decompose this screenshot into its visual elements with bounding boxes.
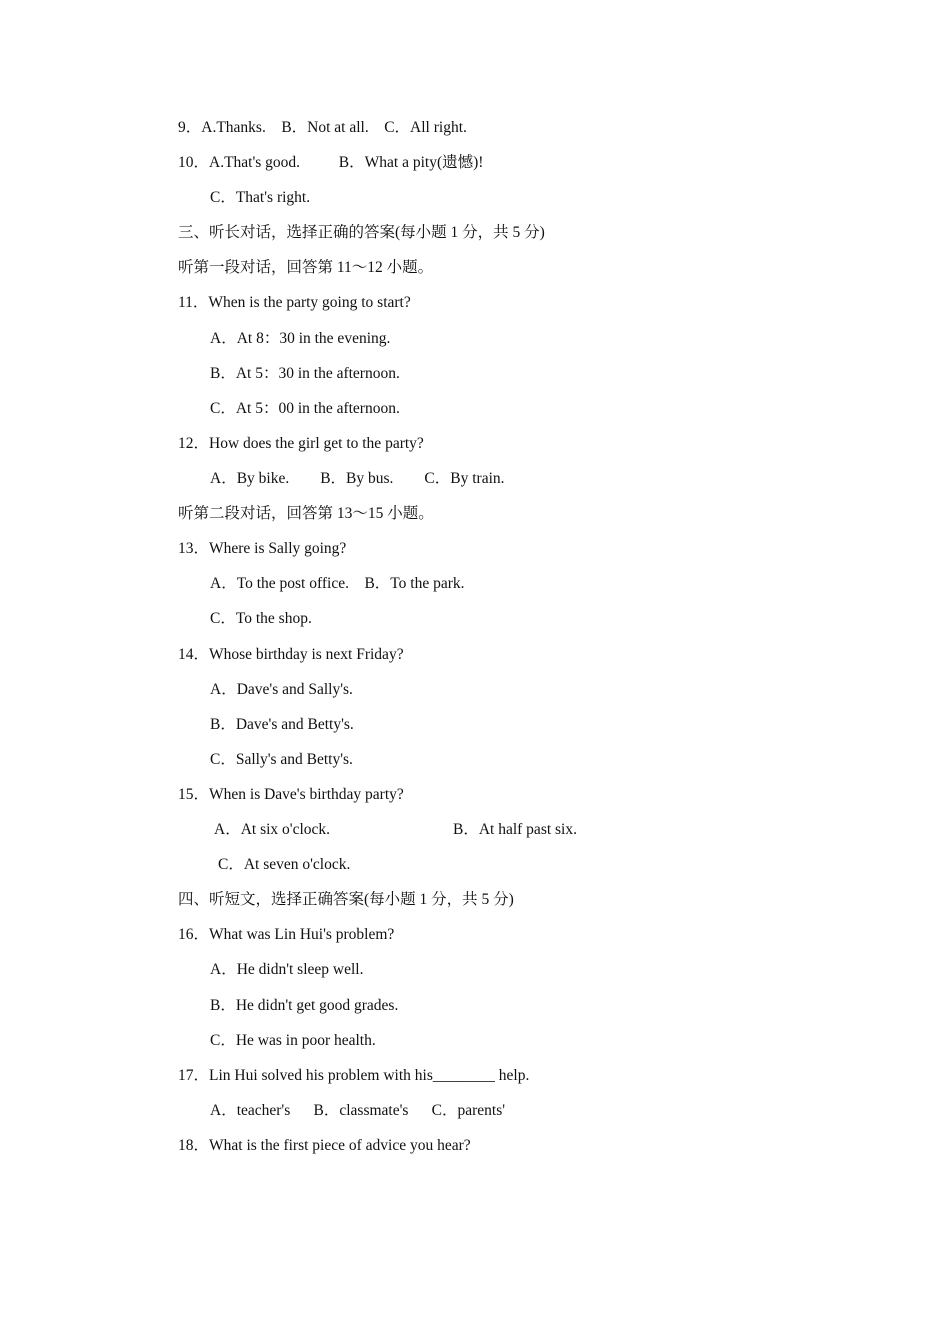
question-17-options: A．teacher's B．classmate's C．parents' [210,1102,506,1119]
question-15-option-c: C．At seven o'clock. [218,856,351,873]
question-13-option-c: C．To the shop. [210,610,312,627]
question-16-option-a: A．He didn't sleep well. [210,961,364,978]
question-14: 14．Whose birthday is next Friday? [178,646,404,663]
question-16-option-c: C．He was in poor health. [210,1032,376,1049]
section-3-heading: 三、听长对话，选择正确的答案(每小题 1 分，共 5 分) [178,224,545,241]
question-11: 11．When is the party going to start? [178,294,411,311]
question-11-option-a: A．At 8：30 in the evening. [210,330,391,347]
question-12: 12．How does the girl get to the party? [178,435,424,452]
question-15: 15．When is Dave's birthday party? [178,786,404,803]
section-4-heading: 四、听短文，选择正确答案(每小题 1 分，共 5 分) [178,891,514,908]
question-16-option-b: B．He didn't get good grades. [210,997,399,1014]
section-3-dialogue-1-intro: 听第一段对话，回答第 11～12 小题。 [178,259,434,276]
question-15-option-a: A．At six o'clock. [214,821,331,838]
question-15-option-b: B．At half past six. [453,821,577,838]
question-14-option-c: C．Sally's and Betty's. [210,751,353,768]
question-12-options: A．By bike. B．By bus. C．By train. [210,470,505,487]
question-18: 18．What is the first piece of advice you hear? [178,1137,471,1154]
question-11-option-c: C．At 5：00 in the afternoon. [210,400,400,417]
question-13: 13．Where is Sally going? [178,540,347,557]
question-17: 17．Lin Hui solved his problem with his________ help. [178,1067,530,1084]
question-10-option-c: C．That's right. [210,189,311,206]
question-9: 9．A.Thanks. B．Not at all. C．All right. [178,119,467,136]
question-16: 16．What was Lin Hui's problem? [178,926,395,943]
question-10: 10．A.That's good. B．What a pity(遗憾)! [178,154,484,171]
section-3-dialogue-2-intro: 听第二段对话，回答第 13～15 小题。 [178,505,434,522]
question-11-option-b: B．At 5：30 in the afternoon. [210,365,400,382]
question-13-options-ab: A．To the post office. B．To the park. [210,575,465,592]
question-14-option-a: A．Dave's and Sally's. [210,681,353,698]
question-14-option-b: B．Dave's and Betty's. [210,716,354,733]
